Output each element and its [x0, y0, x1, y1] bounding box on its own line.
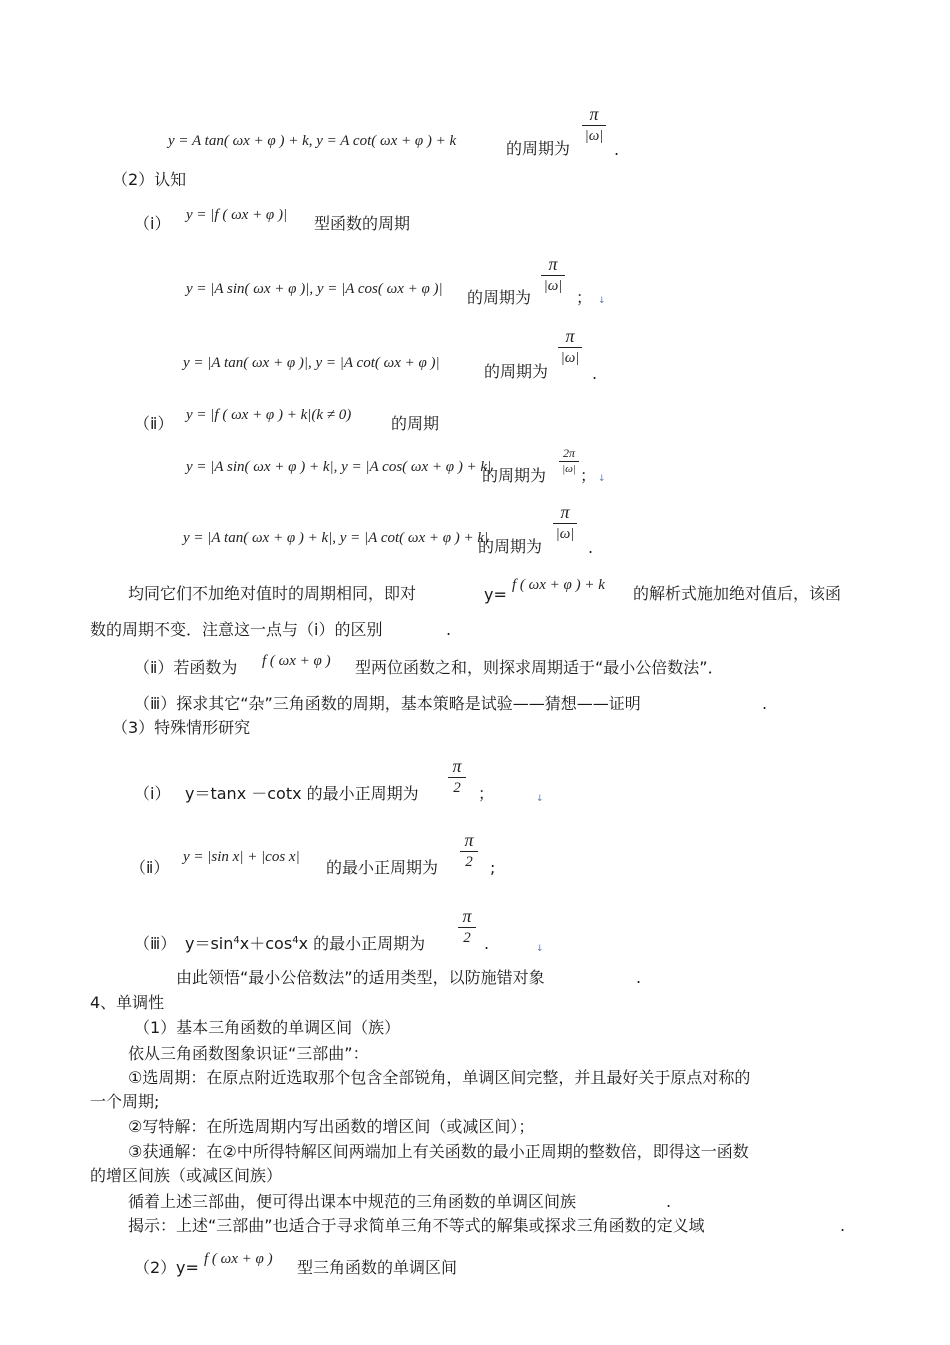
- heading-monotonicity: 4、单调性: [90, 993, 165, 1012]
- punct-period: .: [614, 140, 620, 159]
- formula-abs-f: y = |f ( ωx + φ )|: [186, 207, 288, 223]
- formula-abs-f-plus-k: y = |f ( ωx + φ ) + k|(k ≠ 0): [186, 407, 352, 423]
- fraction-pi-over-2: π 2: [448, 756, 466, 797]
- subheading-label-2: （2）: [134, 1258, 177, 1277]
- text-period-is: 的周期为: [506, 139, 571, 158]
- text-tan-minus-cot: y＝tanx －cotx 的最小正周期为: [185, 784, 419, 803]
- punct-period: .: [588, 538, 594, 557]
- paragraph-lcm-method-cont: 型两位函数之和，则探求周期适于“最小公倍数法”．: [355, 658, 724, 677]
- label-i: （ⅰ）: [134, 784, 171, 803]
- fraction-pi-over-omega: π |ω|: [558, 326, 582, 367]
- fraction-2pi-over-omega: 2π |ω|: [559, 446, 579, 476]
- formula-abs-sin-cos-plus-k: y = |A sin( ωx + φ ) + k|, y = |A cos( ωx + φ ) + k|: [186, 459, 492, 475]
- formula-f-plus-k: f ( ωx + φ ) + k: [512, 577, 605, 593]
- punct-semicolon: ；: [478, 784, 495, 803]
- step-3-general-solution-cont: 的增区间族（或减区间族）: [90, 1166, 283, 1185]
- subheading-basic-intervals: （1）基本三角函数的单调区间（族）: [134, 1018, 401, 1037]
- label-ii: （ⅱ）: [134, 414, 174, 433]
- paragraph-same-period-cont: 的解析式施加绝对值后，该函: [633, 584, 842, 603]
- punct-semicolon: ;: [490, 858, 496, 877]
- text-min-period-is: 的最小正周期为: [326, 858, 439, 877]
- heading-cognition: （2）认知: [112, 170, 187, 189]
- step-3-general-solution: ③获通解：在②中所得特解区间两端加上有关函数的最小正周期的整数倍，即得这一函数: [128, 1142, 749, 1161]
- formula-f: f ( ωx + φ ): [262, 653, 331, 669]
- fraction-pi-over-2: π 2: [460, 830, 478, 871]
- text-type-function-period: 型函数的周期: [314, 214, 411, 233]
- paragraph-three-steps: 依从三角函数图象识证“三部曲”：: [128, 1044, 369, 1063]
- formula-f: f ( ωx + φ ): [204, 1251, 273, 1267]
- paragraph-period-unchanged: 数的周期不变．注意这一点与（ⅰ）的区别: [90, 620, 383, 639]
- formula-abs-tan-cot: y = |A tan( ωx + φ )|, y = |A cot( ωx + φ )|: [183, 355, 440, 371]
- formula-abs-sin-plus-abs-cos: y = |sin x| + |cos x|: [183, 849, 300, 865]
- label-iii: （ⅲ）: [134, 934, 177, 953]
- fraction-pi-over-omega: π |ω|: [553, 502, 577, 543]
- paragraph-same-period: 均同它们不加绝对值时的周期相同，即对: [128, 584, 417, 603]
- fraction-pi-over-omega: π |ω|: [582, 104, 606, 145]
- fraction-pi-over-omega: π |ω|: [541, 254, 565, 295]
- text-period-is: 的周期为: [467, 288, 532, 307]
- text-period-is: 的周期为: [482, 466, 547, 485]
- editor-mark: ↓: [536, 944, 544, 954]
- punct-period: .: [484, 934, 490, 953]
- paragraph-lcm-applicable: 由此领悟“最小公倍数法”的适用类型，以防施错对象: [176, 968, 545, 987]
- heading-special-cases: （3）特殊情形研究: [112, 718, 251, 737]
- formula-tan-cot-period: y = A tan( ωx + φ ) + k, y = A cot( ωx + φ ) + k: [168, 133, 457, 149]
- editor-mark: ↓: [598, 474, 606, 484]
- text-y-equals: y=: [484, 585, 507, 604]
- text-period: 的周期: [391, 414, 440, 433]
- formula-abs-tan-cot-plus-k: y = |A tan( ωx + φ ) + k|, y = |A cot( ωx + φ ) + k|: [183, 530, 489, 546]
- step-1-choose-period-cont: 一个周期;: [90, 1092, 160, 1111]
- punct-period: .: [446, 620, 452, 639]
- step-2-special-solution: ②写特解：在所选周期内写出函数的增区间（或减区间）；: [128, 1117, 535, 1136]
- editor-mark: ↓: [536, 794, 544, 804]
- punct-period: .: [840, 1216, 846, 1235]
- paragraph-lcm-method: （ⅱ）若函数为: [134, 658, 238, 677]
- text-period-is: 的周期为: [478, 537, 543, 556]
- punct-period: .: [666, 1192, 672, 1211]
- paragraph-other-functions: （ⅲ）探求其它“杂”三角函数的周期，基本策略是试验——猜想——证明: [134, 694, 641, 713]
- punct-semicolon: ；: [580, 466, 597, 485]
- fraction-pi-over-2: π 2: [458, 906, 476, 947]
- punct-semicolon: ；: [576, 288, 593, 307]
- editor-mark: ↓: [598, 296, 606, 306]
- step-1-choose-period: ①选周期：在原点附近选取那个包含全部锐角，单调区间完整，并且最好关于原点对称的: [128, 1068, 751, 1087]
- paragraph-following-steps: 循着上述三部曲，便可得出课本中规范的三角函数的单调区间族: [128, 1192, 577, 1211]
- text-sin4-plus-cos4: $y=\sin^4x+\cos^4x$ 的最小正周期为: [185, 934, 426, 953]
- label-i: （ⅰ）: [134, 214, 171, 233]
- paragraph-reveal: 揭示：上述“三部曲”也适合于寻求简单三角不等式的解集或探求三角函数的定义域: [128, 1216, 705, 1235]
- text-period-is: 的周期为: [484, 362, 549, 381]
- punct-period: .: [592, 364, 598, 383]
- subheading-type-intervals: 型三角函数的单调区间: [297, 1258, 458, 1277]
- punct-period: .: [762, 694, 768, 713]
- label-ii: （ⅱ）: [130, 858, 170, 877]
- formula-abs-sin-cos: y = |A sin( ωx + φ )|, y = |A cos( ωx + φ )|: [186, 281, 443, 297]
- text-y-equals: y=: [176, 1258, 199, 1277]
- punct-period: .: [636, 968, 642, 987]
